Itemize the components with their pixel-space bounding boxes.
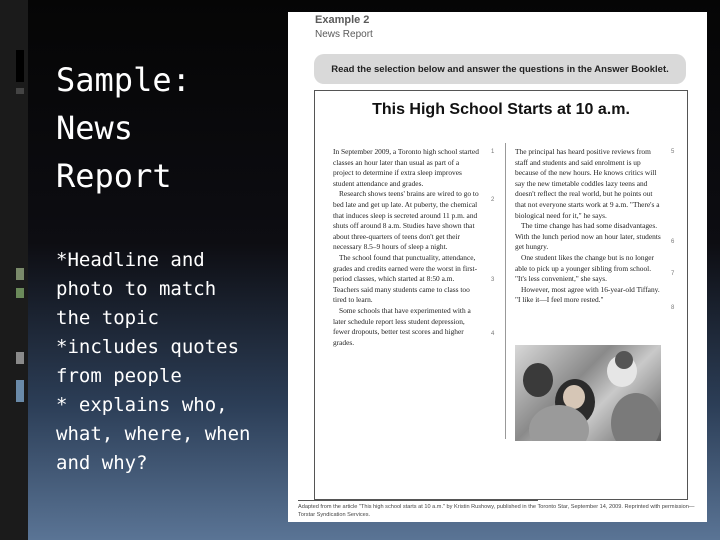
stripe-mark bbox=[16, 88, 24, 94]
article-frame bbox=[314, 90, 688, 500]
column-divider bbox=[505, 143, 506, 439]
article-footnote: Adapted from the article "This high school starts at 10 a.m." by Kristin Rushowy, published in the Toronto Star, September 14, 2009. Reprinted with permission—Torstar Syndication Services. bbox=[298, 504, 695, 518]
photo-figure bbox=[523, 363, 553, 397]
article-paragraph: The time change has had some disadvantages. With the lunch period now an hour later, students get hungry. bbox=[515, 221, 661, 252]
paragraph-number: 7 bbox=[671, 271, 675, 277]
document-image bbox=[288, 12, 707, 522]
article-paragraph: One student likes the change but is no longer able to pick up a younger sibling from school. "It's less convenient," she says. bbox=[515, 252, 655, 284]
paragraph-number: 5 bbox=[671, 149, 675, 155]
photo-figure bbox=[615, 351, 633, 369]
example-label: Example 2 bbox=[315, 14, 370, 26]
article-right-column bbox=[515, 147, 663, 306]
article-headline: This High School Starts at 10 a.m. bbox=[372, 101, 630, 118]
footnote-divider bbox=[298, 500, 538, 501]
article-paragraph: However, most agree with 16-year-old Tiffany. "I like it—I feel more rested." bbox=[515, 284, 660, 305]
paragraph-number: 2 bbox=[491, 197, 495, 203]
article-paragraph: Research shows teens' brains are wired to go to bed late and get up late. At puberty, the chemical that induces sleep is secreted around 11 p.m. and shuts off around 8 a.m. Studies have shown that about three-quarters of teens don't get their necessary 8.5–9 hours of sleep a night. bbox=[333, 189, 479, 252]
stripe-mark bbox=[16, 268, 24, 280]
paragraph-number: 3 bbox=[491, 277, 495, 283]
stripe-mark bbox=[16, 380, 24, 402]
slide-title: Sample: News Report bbox=[56, 61, 191, 195]
stripe-mark bbox=[16, 352, 24, 364]
instruction-banner: Read the selection below and answer the questions in the Answer Booklet. bbox=[314, 54, 686, 84]
slide-body-text: *Headline and photo to match the topic *includes quotes from people * explains who, what, where, when and why? bbox=[56, 249, 251, 474]
article-paragraph: Some schools that have experimented with a later schedule report less student depression, fewer dropouts, better test scores and higher grades. bbox=[333, 305, 471, 347]
example-subtitle: News Report bbox=[315, 29, 373, 40]
article-photo bbox=[515, 345, 661, 441]
paragraph-number: 4 bbox=[491, 331, 495, 337]
paragraph-number: 1 bbox=[491, 149, 495, 155]
article-paragraph: The principal has heard positive reviews from staff and students and said enrolment is up because of the new hours. He knows critics will say the new timetable coddles lazy teens and doesn't reflect the real world, but he points out that not everyone starts work at 9 a.m. "There's a biological need for it," he says. bbox=[515, 147, 660, 220]
article-left-column bbox=[333, 147, 481, 348]
stripe-mark bbox=[16, 288, 24, 298]
stripe-mark bbox=[16, 50, 24, 82]
paragraph-number: 6 bbox=[671, 239, 675, 245]
article-paragraph: In September 2009, a Toronto high school started classes an hour later than usual as part of a project to determine if extra sleep improves student attendance and grades. bbox=[333, 147, 479, 188]
paragraph-number: 8 bbox=[671, 305, 675, 311]
article-paragraph: The school found that punctuality, attendance, grades and credits earned were the worst in first-period classes, which started at 8:50 a.m. Teachers said many students came to class too tired to learn. bbox=[333, 252, 478, 305]
photo-figure bbox=[611, 393, 661, 441]
slide-left-stripe bbox=[0, 0, 28, 540]
